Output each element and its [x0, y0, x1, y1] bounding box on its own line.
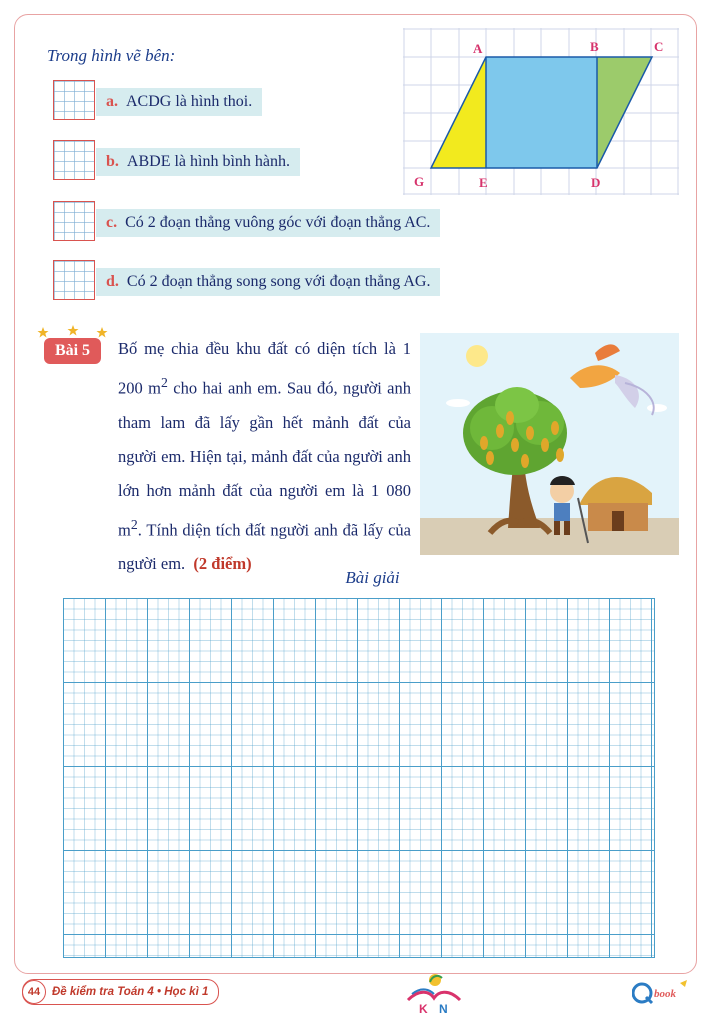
option-c-bar — [96, 209, 440, 237]
option-text: Có 2 đoạn thẳng song song với đoạn thẳng AG. — [126, 273, 431, 290]
solution-title: Bài giải — [345, 568, 400, 587]
answer-box-c[interactable] — [53, 201, 95, 241]
intro-text: Trong hình vẽ bên: — [47, 46, 176, 65]
sun-icon — [466, 345, 488, 367]
option-d-bar — [96, 268, 440, 296]
answer-box-d[interactable] — [53, 260, 95, 300]
exercise-badge: Bài 5 — [44, 338, 101, 364]
kn-logo — [402, 970, 466, 1014]
superscript: 2 — [130, 516, 138, 532]
footer-bar — [22, 979, 219, 1005]
label-b: B — [590, 39, 599, 54]
option-letter: b. — [106, 153, 119, 170]
option-text: Có 2 đoạn thẳng vuông góc với đoạn thẳng AC. — [125, 214, 431, 231]
superscript: 2 — [160, 375, 168, 390]
kn-logo-k: K — [419, 1002, 428, 1014]
label-d: D — [591, 175, 601, 190]
answer-box-b[interactable] — [53, 140, 95, 180]
label-e: E — [479, 175, 488, 190]
problem-text-part-3: . Tính diện tích đất người anh đã lấy của người em. — [118, 520, 411, 573]
option-a-bar — [96, 88, 262, 116]
problem-text — [118, 332, 411, 581]
footer-title: Đề kiểm tra Toán 4 • Học kì 1 — [52, 986, 209, 998]
qbook-logo — [632, 977, 692, 1007]
page-number: 44 — [22, 980, 46, 1004]
points-label: (2 điểm) — [193, 554, 252, 573]
option-b-bar — [96, 148, 300, 176]
geometry-figure — [403, 28, 679, 195]
answer-box-a[interactable] — [53, 80, 95, 120]
option-letter: a. — [106, 93, 118, 110]
option-letter: c. — [106, 214, 118, 231]
problem-text-part-1: Bố mẹ chia đều khu đất có diện tích là 1 200 m — [118, 339, 411, 398]
problem-text-part-2: cho hai anh em. Sau đó, người anh tham lam đã lấy gần hết mảnh đất của người em. Hiện tại, mảnh đất của người anh lớn hơn mảnh đất của người em là 1 080 m — [118, 378, 411, 539]
option-letter: d. — [106, 273, 119, 290]
story-illustration — [420, 333, 679, 555]
svg-text:book: book — [654, 988, 676, 1000]
label-c: C — [654, 39, 664, 54]
option-text: ACDG là hình thoi. — [126, 93, 253, 110]
blue-rectangle — [486, 57, 597, 168]
label-g: G — [414, 174, 425, 189]
label-a: A — [473, 41, 483, 56]
option-text: ABDE là hình bình hành. — [126, 153, 290, 170]
kn-logo-n: N — [439, 1002, 448, 1014]
answer-writing-grid[interactable] — [63, 598, 655, 958]
